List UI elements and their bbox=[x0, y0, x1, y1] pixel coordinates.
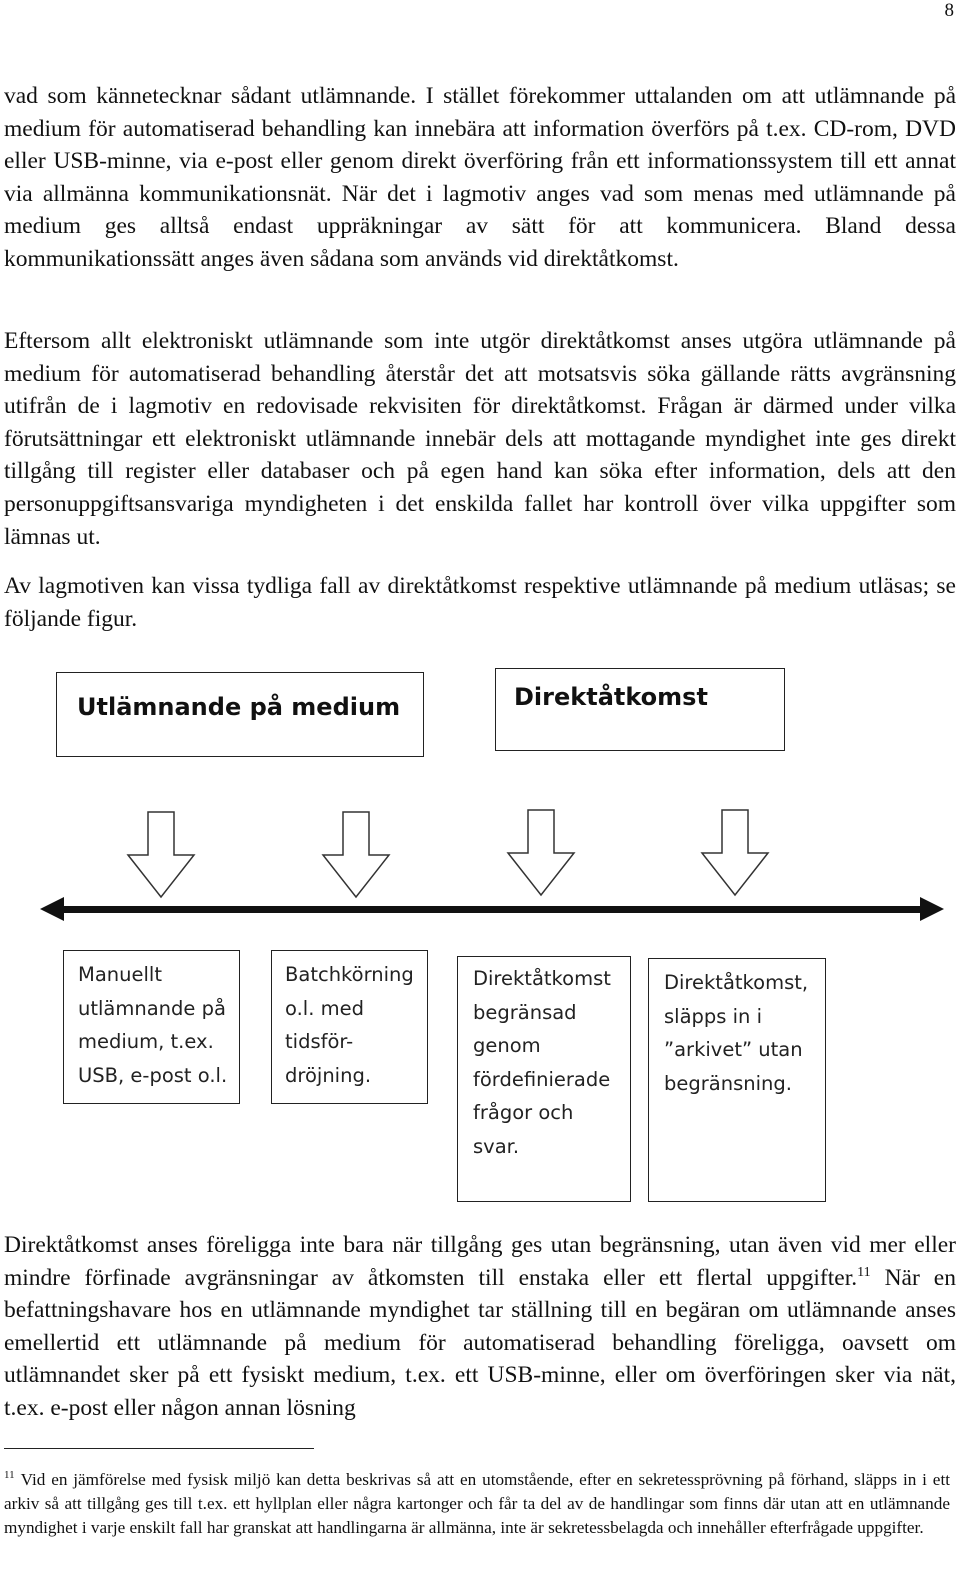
paragraph-1: vad som kännetecknar sådant utlämnande. I stället förekommer uttalanden om att utlämnande på medium för automatiserad behandling kan innebära att information överförs på t.ex. CD-rom, DVD eller USB-minne, via e-post eller genom direkt överföring från ett informationssystem till ett annat via allmänna kommunikationsnät. När det i lagmotiv anges vad som menas med utlämnande på medium ges alltså endast uppräkningar av sätt för att kommunicera. Bland dessa kommunikationssätt anges även sådana som används vid direktåtkomst. bbox=[4, 83, 956, 272]
footnote-reference: 11 bbox=[857, 1264, 871, 1280]
paragraph-3: Av lagmotiven kan vissa tydliga fall av direktåtkomst respektive utlämnande på medium utläsas; se följande figur. bbox=[4, 573, 956, 632]
manual-medium-box bbox=[63, 950, 240, 1104]
manual-medium-text: Manuellt utlämnande på medium, t.ex. USB, e-post o.l. bbox=[78, 963, 228, 1087]
paragraph-4-end: När en befattningshavare hos en utlämnande myndighet tar ställning till en begäran om utlämnande anses emellertid ett utlämnande på medium för automatiserad behandling föreligga, oavsett om utlämnandet sker på ett fysiskt medium, t.ex. ett USB-minne, eller om överföringen sker via nät, t.ex. e-post eller någon annan lösning bbox=[4, 1264, 956, 1421]
batch-box bbox=[271, 950, 428, 1104]
paragraph-4 bbox=[4, 1229, 956, 1425]
unrestricted-access-text: Direktåtkomst, släpps in i ”arkivet” utan begränsning. bbox=[664, 971, 809, 1095]
down-arrow-1 bbox=[128, 812, 194, 897]
down-arrow-3 bbox=[508, 810, 574, 895]
page-number: 8 bbox=[944, 0, 954, 21]
unrestricted-access-box bbox=[648, 958, 826, 1202]
down-arrow-4 bbox=[702, 810, 768, 895]
down-arrow-2 bbox=[323, 812, 389, 897]
footnote bbox=[4, 1468, 950, 1541]
double-headed-arrow bbox=[40, 897, 944, 921]
paragraph-2: Eftersom allt elektroniskt utlämnande som inte utgör direktåtkomst anses utgöra utlämnande på medium för automatiserad behandling återstår det att motsatsvis söka gällande rätts avgränsning utifrån de i lagmotiv en redovisade rekvisiten för direktåtkomst. Frågan är därmed under vilka förutsättningar ett elektroniskt utlämnande innebär dels att mottagande myndighet inte ges direkt tillgång till register eller databaser och på egen hand kan söka efter information, dels att den personuppgiftsansvariga myndigheten i det enskilda fallet har kontroll över vilka uppgifter som lämnas ut. bbox=[4, 328, 956, 550]
footnote-number: 11 bbox=[4, 1469, 15, 1482]
batch-text: Batchkörning o.l. med tidsför- dröjning. bbox=[285, 963, 414, 1087]
footnote-separator bbox=[4, 1448, 314, 1449]
restricted-access-text: Direktåtkomst begränsad genom fördefinierade frågor och svar. bbox=[473, 967, 611, 1158]
paragraph-4-start: Direktåtkomst anses föreligga inte bara när tillgång ges utan begränsning, utan även vid mer eller mindre förfinade avgränsningar av åtkomsten till enstaka eller ett flertal uppgifter. bbox=[4, 1232, 956, 1291]
footnote-text: Vid en jämförelse med fysisk miljö kan detta beskrivas så att en utomstående, efter en sekretessprövning på förhand, släpps in i ett arkiv så att tillgång ges till t.ex. ett hyllplan eller några kartonger och får ta del av de handlingar som finns där utan att en utlämnande myndighet i varje enskilt fall har granskat att handlingarna är allmänna, inte är sekretessbelagda och innehåller efterfrågade uppgifter. bbox=[4, 1470, 950, 1538]
restricted-access-box bbox=[457, 956, 631, 1202]
direct-access-title: Direktåtkomst bbox=[514, 683, 708, 711]
medium-title: Utlämnande på medium bbox=[77, 693, 401, 721]
